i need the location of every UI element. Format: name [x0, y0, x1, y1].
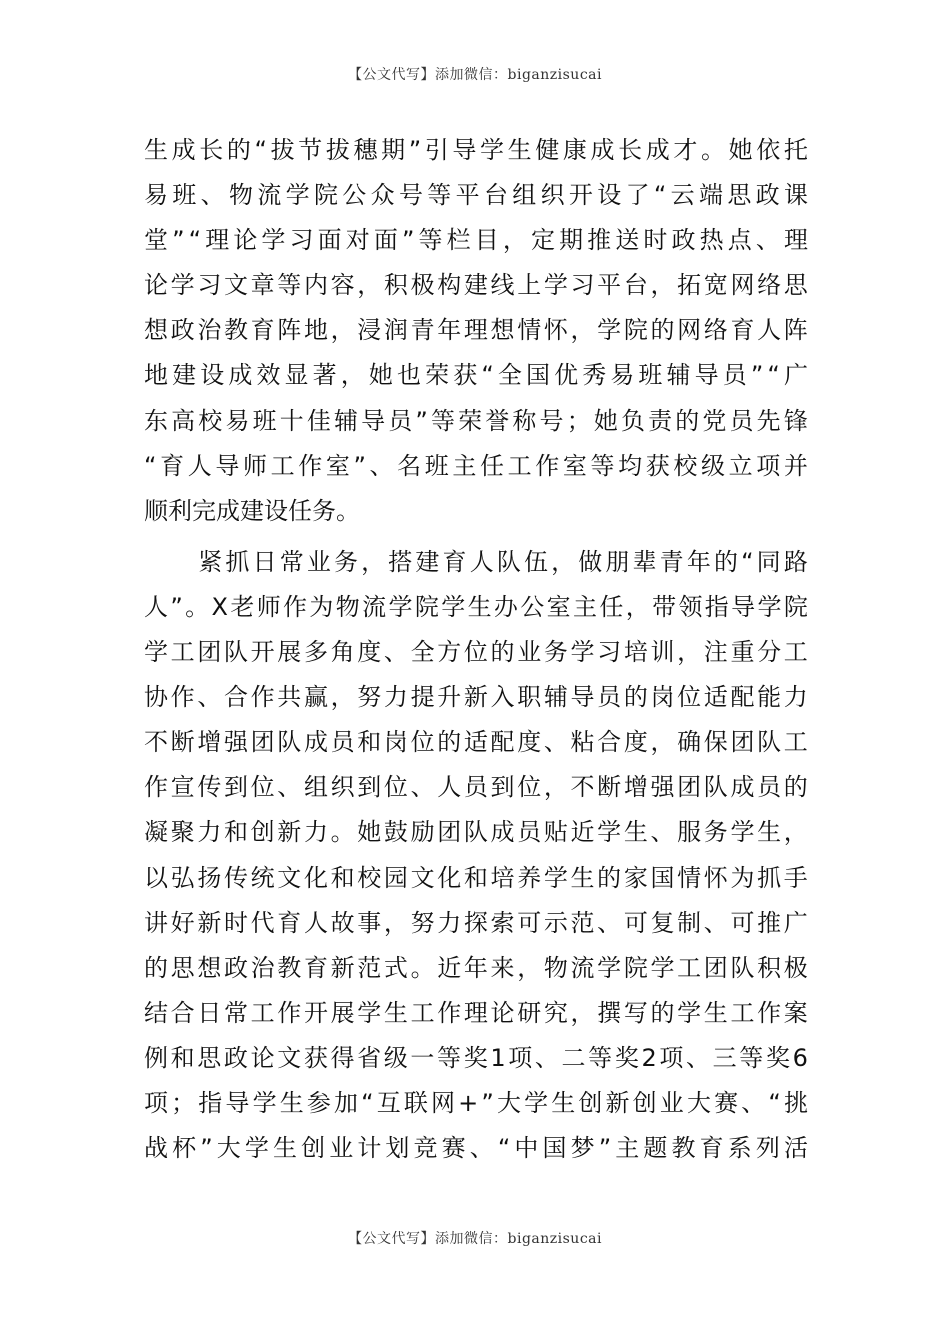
text-line: 例 和 思 政 论 文 获 得 省 级 一 等 奖 1 项 、 二 等 奖 2 项 、 三 等 奖 6 [144, 1043, 808, 1072]
text-line: 凝 聚 力 和 创 新 力 。 她 鼓 励 团 队 成 员 贴 近 学 生 、 服 务 学 生 ， [144, 818, 808, 847]
paragraph [144, 128, 808, 534]
text-line: 论 学 习 文 章 等 内 容 ， 积 极 构 建 线 上 学 习 平 台 ， 拓 宽 网 络 思 [144, 271, 808, 300]
text-line: 易 班 、 物 流 学 院 公 众 号 等 平 台 组 织 开 设 了 “ 云 端 思 政 课 [144, 181, 808, 210]
text-line: 生 成 长 的 “ 拔 节 拔 穗 期 ” 引 导 学 生 健 康 成 长 成 才 。 她 依 托 [144, 136, 808, 164]
text-line: 的 思 想 政 治 教 育 新 范 式 。 近 年 来 ， 物 流 学 院 学 工 团 队 积 极 [144, 953, 808, 982]
document-body [144, 128, 808, 1171]
text-line: 项 ； 指 导 学 生 参 加 “ 互 联 网 + ” 大 学 生 创 新 创 业 大 赛 、 “ 挑 [144, 1088, 808, 1117]
text-line: 堂 ” “ 理 论 学 习 面 对 面 ” 等 栏 目 ， 定 期 推 送 时 政 热 点 、 理 [144, 226, 808, 255]
text-line: 想 政 治 教 育 阵 地 ， 浸 润 青 年 理 想 情 怀 ， 学 院 的 网 络 育 人 阵 [144, 316, 808, 345]
text-line: 不 断 增 强 团 队 成 员 和 岗 位 的 适 配 度 、 粘 合 度 ， 确 保 团 队 工 [144, 728, 808, 757]
text-line: 地 建 设 成 效 显 著 ， 她 也 荣 获 “ 全 国 优 秀 易 班 辅 导 员 ” “ 广 [144, 361, 808, 390]
text-line: 结 合 日 常 工 作 开 展 学 生 工 作 理 论 研 究 ， 撰 写 的 学 生 工 作 案 [144, 998, 808, 1027]
paragraph [144, 540, 808, 1171]
text-line: 学 工 团 队 开 展 多 角 度 、 全 方 位 的 业 务 学 习 培 训 ， 注 重 分 工 [144, 638, 808, 667]
page-footer: 【公文代写】添加微信：biganzisucai [348, 1231, 602, 1247]
text-line: 协 作 、 合 作 共 赢 ， 努 力 提 升 新 入 职 辅 导 员 的 岗 位 适 配 能 力 [144, 683, 808, 712]
text-line: “ 育 人 导 师 工 作 室 ” 、 名 班 主 任 工 作 室 等 均 获 校 级 立 项 并 [144, 451, 808, 480]
text-line: 紧 抓 日 常 业 务 ， 搭 建 育 人 队 伍 ， 做 朋 辈 青 年 的 “ 同 路 [198, 547, 808, 576]
text-line: 顺利完成建设任务。 [144, 496, 360, 525]
text-line: 以 弘 扬 传 统 文 化 和 校 园 文 化 和 培 养 学 生 的 家 国 情 怀 为 抓 手 [144, 863, 808, 892]
page-header: 【公文代写】添加微信：biganzisucai [348, 67, 602, 83]
text-line: 讲 好 新 时 代 育 人 故 事 ， 努 力 探 索 可 示 范 、 可 复 制 、 可 推 广 [144, 908, 808, 937]
text-line: 人 ” 。 X 老 师 作 为 物 流 学 院 学 生 办 公 室 主 任 ， 带 领 指 导 学 院 [144, 592, 808, 621]
text-line: 战 杯 ” 大 学 生 创 业 计 划 竞 赛 、 “ 中 国 梦 ” 主 题 教 育 系 列 活 [144, 1134, 808, 1163]
text-line: 作 宣 传 到 位 、 组 织 到 位 、 人 员 到 位 ， 不 断 增 强 团 队 成 员 的 [144, 773, 808, 802]
text-line: 东 高 校 易 班 十 佳 辅 导 员 ” 等 荣 誉 称 号 ； 她 负 责 的 党 员 先 锋 [144, 406, 808, 435]
